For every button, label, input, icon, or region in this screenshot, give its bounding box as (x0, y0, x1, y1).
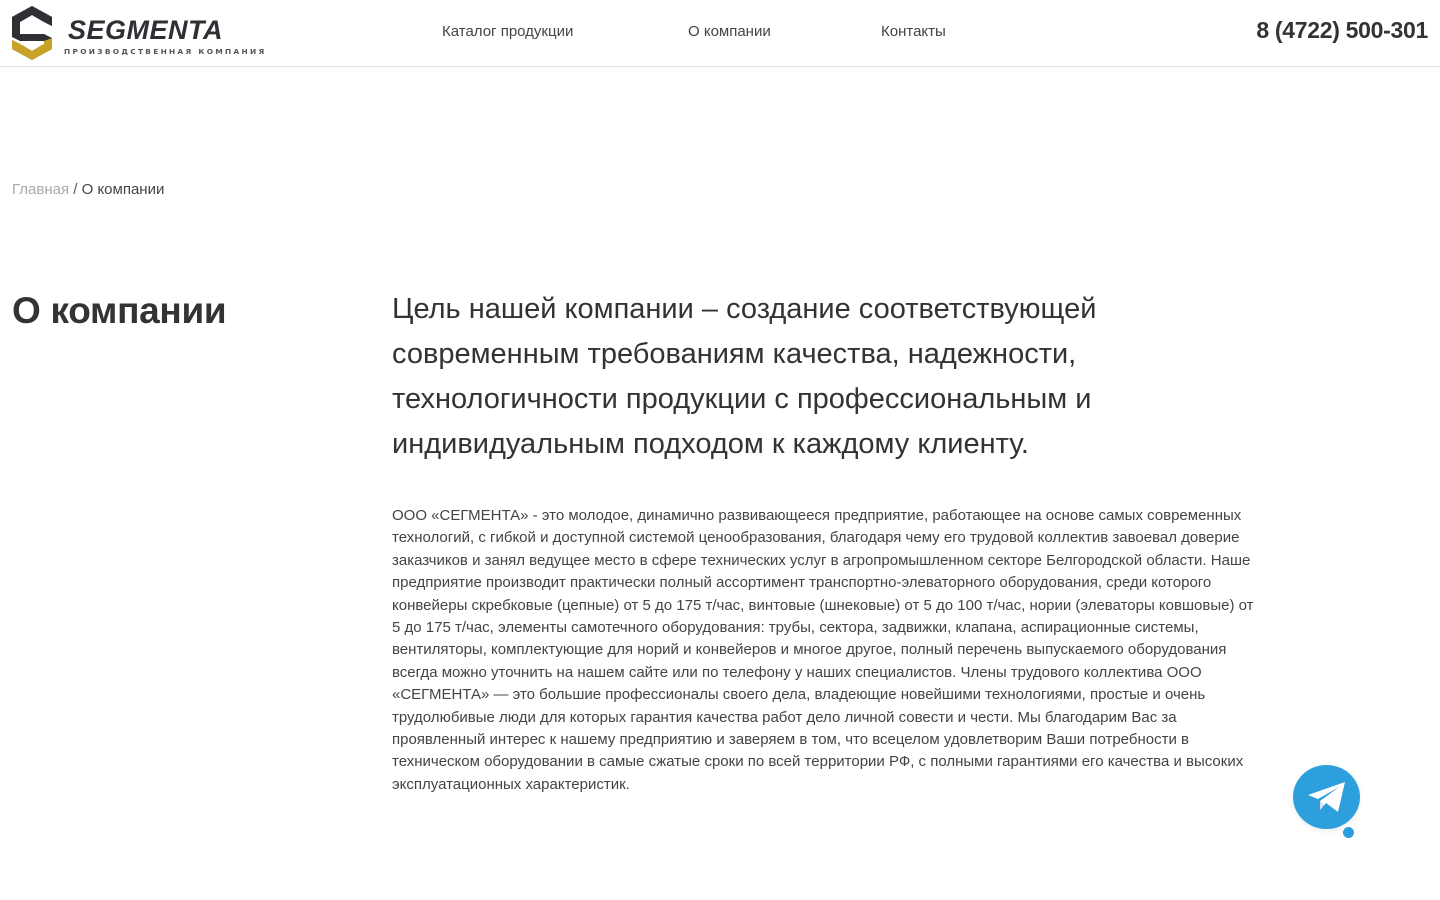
main-nav (0, 0, 1440, 66)
nav-item-about[interactable]: О компании (688, 23, 771, 40)
nav-item-catalog[interactable]: Каталог продукции (442, 23, 574, 40)
nav-item-contacts[interactable]: Контакты (881, 23, 946, 40)
telegram-paper-plane-icon (1306, 779, 1348, 815)
telegram-button[interactable] (1293, 765, 1360, 829)
breadcrumb-separator: / (73, 181, 78, 198)
breadcrumb (12, 181, 164, 198)
svg-text:SEGMENTA: SEGMENTA (68, 15, 224, 45)
site-header (0, 0, 1440, 67)
telegram-status-dot (1341, 825, 1356, 840)
svg-text:ПРОИЗВОДСТВЕННАЯ КОМПАНИЯ: ПРОИЗВОДСТВЕННАЯ КОМПАНИЯ (64, 47, 267, 56)
lead-paragraph: Цель нашей компании – создание соответствующей современным требованиям качества, надежности, технологичности продукции с профессиональным и индивидуальным подходом к каждому клиенту. (392, 293, 1097, 460)
page-title: О компании (12, 290, 227, 331)
company-description: ООО «СЕГМЕНТА» - это молодое, динамично развивающееся предприятие, работающее на основе самых современных технологий, с гибкой и доступной системой ценообразования, благодаря чему его трудовой коллектив завоевал доверие заказчиков и занял ведущее место в сфере технических услуг в агропромышленном секторе Белгородской области. Наше предприятие производит практически полный ассортимент транспортно-элеваторного оборудования, среди которого конвейеры скребковые (цепные) от 5 до 175 т/час, винтовые (шнековые) от 5 до 100 т/час, нории (элеваторы ковшовые) от 5 до 175 т/час, элементы самотечного оборудования: трубы, сектора, задвижки, клапана, аспирационные системы, вентиляторы, комплектующие для норий и конвейеров и многое другое, полный перечень выпускаемого оборудования всегда можно уточнить на нашем сайте или по телефону у наших специалистов. Члены трудового коллектива ООО «СЕГМЕНТА» — это большие профессионалы своего дела, владеющие новейшими технологиями, простые и очень трудолюбивые люди для которых гарантия качества работ дело личной совести и чести. Мы благодарим Вас за проявленный интерес к нашему предприятию и заверяем в том, что всецелом удовлетворим Ваши потребности в техническом оборудовании в самые сжатые сроки по всей территории РФ, с полными гарантиями его качества и высоких эксплуатационных характеристик. (392, 507, 1254, 793)
header-phone-link[interactable]: 8 (4722) 500-301 (1256, 17, 1428, 43)
breadcrumb-current: О компании (81, 181, 165, 198)
breadcrumb-home-link[interactable]: Главная (12, 181, 70, 198)
